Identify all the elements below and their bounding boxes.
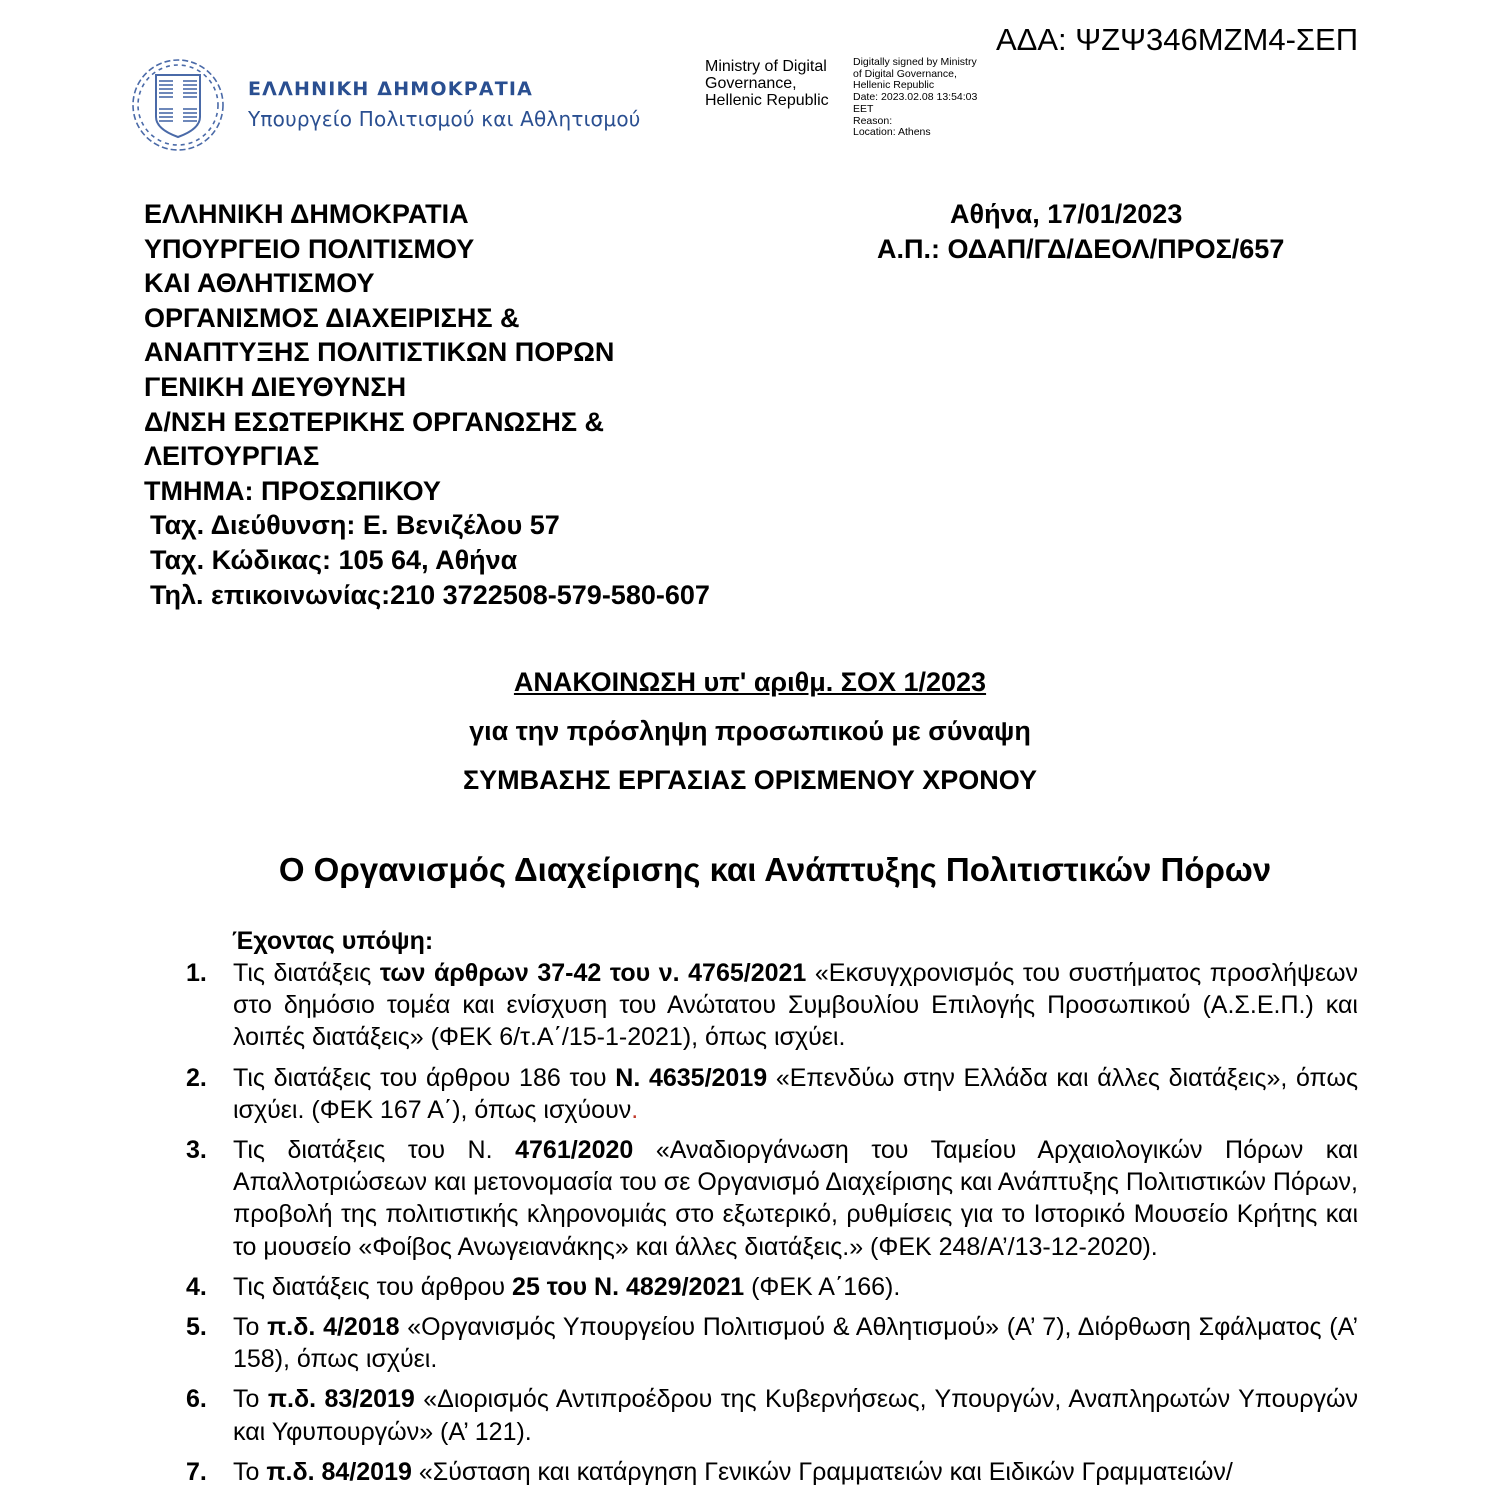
list-item [186,957,1358,1054]
item-law-reference: π.δ. 4/2018 [267,1313,400,1342]
item-number: 5. [186,1313,207,1342]
sender-line: ΚΑΙ ΑΘΛΗΤΙΣΜΟΥ [144,268,375,299]
signature-detail-line: Hellenic Republic [853,79,935,92]
sender-line: ΥΠΟΥΡΓΕΙΟ ΠΟΛΙΤΙΣΜΟΥ [144,233,475,264]
item-text [233,1271,1358,1303]
signature-detail-line: of Digital Governance, [853,67,957,80]
item-law-reference: των άρθρων 37-42 του ν. 4765/2021 [379,959,807,987]
sender-address: Ταχ. Διεύθυνση: Ε. Βενιζέλου 57 [150,510,560,541]
item-number: 4. [186,1272,207,1301]
item-text-post: (ΦΕΚ Α΄166). [744,1272,901,1301]
list-item [186,1134,1358,1263]
signer-line: Hellenic Republic [705,92,829,109]
logo-country: ΕΛΛΗΝΙΚΗ ΔΗΜΟΚΡΑΤΙΑ [248,78,534,100]
item-text-post: «Σύσταση και κατάργηση Γενικών Γραμματειών και Ειδικών Γραμματειών/ [411,1457,1233,1486]
item-law-reference: Ν. 4635/2019 [615,1063,768,1092]
protocol-number: Α.Π.: ΟΔΑΠ/ΓΔ/ΔΕΟΛ/ΠΡΟΣ/657 [877,233,1285,264]
item-text [233,1456,1358,1488]
signer-line: Ministry of Digital [705,58,827,75]
item-text-pre: Τις διατάξεις [233,959,380,987]
item-text-pre: Τις διατάξεις του άρθρου [233,1272,513,1301]
signer-line: Governance, [705,75,797,92]
announcement-title: ΑΝΑΚΟΙΝΩΣΗ υπ' αριθμ. ΣΟΧ 1/2023 [513,667,987,697]
item-law-reference: π.δ. 84/2019 [266,1457,412,1486]
list-item [186,1062,1358,1126]
logo-ministry: Υπουργείο Πολιτισμού και Αθλητισμού [248,107,641,131]
announcement-subtitle: για την πρόσληψη προσωπικού με σύναψη [469,716,1031,746]
item-number: 3. [186,1136,207,1165]
item-number: 6. [186,1385,207,1414]
signature-location: Location: Athens [853,126,931,139]
item-text-pre: Τις διατάξεις του άρθρου 186 του [233,1063,616,1092]
logo-text [248,77,641,133]
list-item [186,1383,1358,1447]
item-law-reference: π.δ. 83/2019 [267,1385,415,1414]
item-number: 1. [186,959,207,987]
document-date: Αθήνα, 17/01/2023 [950,199,1183,229]
item-text-pre: Το [233,1385,268,1414]
sender-block [144,197,710,612]
signature-date: Date: 2023.02.08 13:54:03 [853,91,978,104]
list-item [186,1456,1358,1488]
sender-line: ΓΕΝΙΚΗ ΔΙΕΥΘΥΝΣΗ [144,371,407,402]
sender-postal-code: Ταχ. Κώδικας: 105 64, Αθήνα [150,544,518,575]
sender-line: ΛΕΙΤΟΥΡΓΙΑΣ [144,441,320,472]
item-text-pre: Τις διατάξεις του Ν. [233,1136,516,1165]
signature-details [853,57,977,139]
item-text [233,1383,1358,1447]
item-text-post: «Διορισμός Αντιπροέδρου της Κυβερνήσεως, Υπουργών, Αναπληρωτών Υπουργών και Υφυπουργών» (Α’ 121). [233,1385,1358,1446]
item-text [233,1134,1358,1263]
coat-of-arms-icon [128,55,228,155]
ada-code: ΑΔΑ: ΨΖΨ346ΜΖΜ4-ΣΕΠ [996,22,1359,57]
legal-basis-list [186,957,1358,1496]
signature-detail-line: Digitally signed by Ministry [853,56,977,68]
considering-heading: Έχοντας υπόψη: [232,927,434,955]
signature-signer [705,58,829,109]
item-red-period: . [631,1095,639,1124]
date-reference-block [860,197,1360,266]
ministry-logo [128,55,668,155]
sender-phone: Τηλ. επικοινωνίας:210 3722508-579-580-607 [150,579,710,610]
sender-line: ΟΡΓΑΝΙΣΜΟΣ ΔΙΑΧΕΙΡΙΣΗΣ & [144,302,520,333]
item-text-pre: Το [233,1313,268,1342]
sender-department: ΤΜΗΜΑ: ΠΡΟΣΩΠΙΚΟΥ [144,475,441,506]
signature-detail-line: EET [853,102,874,115]
list-item [186,1271,1358,1303]
sender-line: ΕΛΛΗΝΙΚΗ ΔΗΜΟΚΡΑΤΙΑ [144,199,469,229]
announcement-subtitle: ΣΥΜΒΑΣΗΣ ΕΡΓΑΣΙΑΣ ΟΡΙΣΜΕΝΟΥ ΧΡΟΝΟΥ [462,765,1038,795]
item-text-post: «Αναδιοργάνωση του Ταμείου Αρχαιολογικών Πόρων και Απαλλοτριώσεων και μετονομασία του σε Οργανισμό Διαχείρισης και Ανάπτυξης Πολιτιστικών Πόρων, προβολή της πολιτιστικής κληρονομιάς στο εξωτερικό, ρυθμίσεις για το Ιστορικό Μουσείο Κρήτης και το μουσείο «Φοίβος Ανωγειανάκης» και άλλες διατάξεις.» (ΦΕΚ 248/Α’/13-12-2020). [233,1136,1358,1261]
item-text [233,1311,1358,1375]
signature-reason: Reason: [853,114,893,127]
organization-heading: Ο Οργανισμός Διαχείρισης και Ανάπτυξης Πολιτιστικών Πόρων [278,851,1272,888]
item-text [233,957,1358,1054]
sender-line: Δ/ΝΣΗ ΕΣΩΤΕΡΙΚΗΣ ΟΡΓΑΝΩΣΗΣ & [144,406,605,437]
announcement-title-block [0,662,1500,800]
item-text-post: «Οργανισμός Υπουργείου Πολιτισμού & Αθλητισμού» (Α’ 7), Διόρθωση Σφάλματος (Α’ 158), όπως ισχύει. [233,1313,1359,1374]
item-text [233,1062,1358,1126]
item-text-post: «Εκσυγχρονισμός του συστήματος προσλήψεων στο δημόσιο τομέα και ενίσχυση του Ανώτατου Συμβουλίου Επιλογής Προσωπικού (Α.Σ.Ε.Π.) και λοιπές διατάξεις» (ΦΕΚ 6/τ.Α΄/15-1-2021), όπως ισχύει. [233,959,1358,1052]
sender-line: ΑΝΑΠΤΥΞΗΣ ΠΟΛΙΤΙΣΤΙΚΩΝ ΠΟΡΩΝ [144,337,615,368]
item-number: 7. [186,1457,207,1486]
item-number: 2. [186,1063,207,1092]
list-item [186,1311,1358,1375]
item-law-reference: 25 του Ν. 4829/2021 [512,1272,745,1301]
item-text-pre: Το [233,1457,267,1486]
item-text-post: «Επενδύω στην Ελλάδα και άλλες διατάξεις», όπως ισχύει. (ΦΕΚ 167 Α΄), όπως ισχύουν [233,1063,1359,1124]
item-law-reference: 4761/2020 [515,1136,634,1165]
